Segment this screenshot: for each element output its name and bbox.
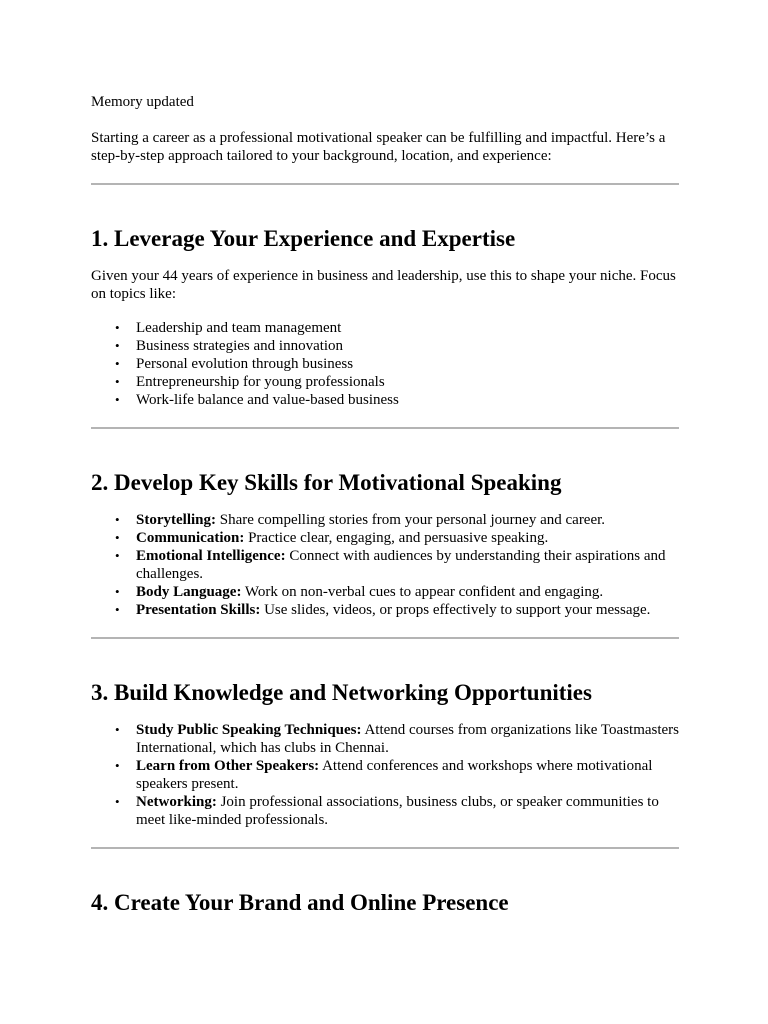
bullet-icon: • bbox=[115, 338, 120, 353]
bullet-icon: • bbox=[115, 356, 120, 371]
list-item: • Networking: Join professional associations, business clubs, or speaker communities to meet like-minded professionals. bbox=[115, 794, 659, 828]
bullet-icon: • bbox=[115, 392, 120, 407]
bullet-icon: • bbox=[115, 794, 120, 809]
bullet-icon: • bbox=[115, 548, 120, 563]
list-item: • Presentation Skills: Use slides, videos, or props effectively to support your message. bbox=[115, 602, 651, 618]
bullet-icon: • bbox=[115, 722, 120, 737]
section-1-list bbox=[91, 319, 679, 409]
section-1-heading: 1. Leverage Your Experience and Expertise bbox=[91, 226, 516, 251]
list-item: • Body Language: Work on non-verbal cues to appear confident and engaging. bbox=[115, 584, 604, 600]
list-item: • Storytelling: Share compelling stories from your personal journey and career. bbox=[115, 512, 606, 528]
intro-paragraph: Starting a career as a professional motivational speaker can be fulfilling and impactful. Here’s a step-by-step approach tailored to your background, location, and experience: bbox=[91, 130, 666, 164]
section-2-heading: 2. Develop Key Skills for Motivational Speaking bbox=[91, 470, 562, 495]
divider bbox=[91, 637, 679, 639]
bullet-icon: • bbox=[115, 512, 120, 527]
section-2-list bbox=[91, 511, 679, 619]
list-item: • Learn from Other Speakers: Attend conferences and workshops where motivational speakers present. bbox=[115, 758, 653, 792]
section-1-paragraph: Given your 44 years of experience in business and leadership, use this to shape your niche. Focus on topics like: bbox=[91, 268, 676, 302]
document-content bbox=[91, 93, 679, 917]
list-item: • Entrepreneurship for young professionals bbox=[115, 374, 385, 390]
section-4-heading: 4. Create Your Brand and Online Presence bbox=[91, 890, 509, 915]
list-item: • Communication: Practice clear, engaging, and persuasive speaking. bbox=[115, 530, 549, 546]
memory-updated-note: Memory updated bbox=[91, 94, 194, 110]
list-item: • Work-life balance and value-based business bbox=[115, 392, 399, 408]
divider bbox=[91, 427, 679, 429]
list-item: • Business strategies and innovation bbox=[115, 338, 344, 354]
section-3-heading: 3. Build Knowledge and Networking Opportunities bbox=[91, 680, 592, 705]
bullet-icon: • bbox=[115, 374, 120, 389]
list-item: • Study Public Speaking Techniques: Attend courses from organizations like Toastmasters International, which has clubs in Chennai. bbox=[115, 722, 680, 756]
section-3-list bbox=[91, 721, 679, 829]
bullet-icon: • bbox=[115, 602, 120, 617]
list-item: • Emotional Intelligence: Connect with audiences by understanding their aspirations and challenges. bbox=[115, 548, 666, 582]
divider bbox=[91, 183, 679, 185]
divider bbox=[91, 847, 679, 849]
bullet-icon: • bbox=[115, 584, 120, 599]
bullet-icon: • bbox=[115, 530, 120, 545]
bullet-icon: • bbox=[115, 320, 120, 335]
list-item: • Personal evolution through business bbox=[115, 356, 354, 372]
list-item: • Leadership and team management bbox=[115, 320, 342, 336]
bullet-icon: • bbox=[115, 758, 120, 773]
